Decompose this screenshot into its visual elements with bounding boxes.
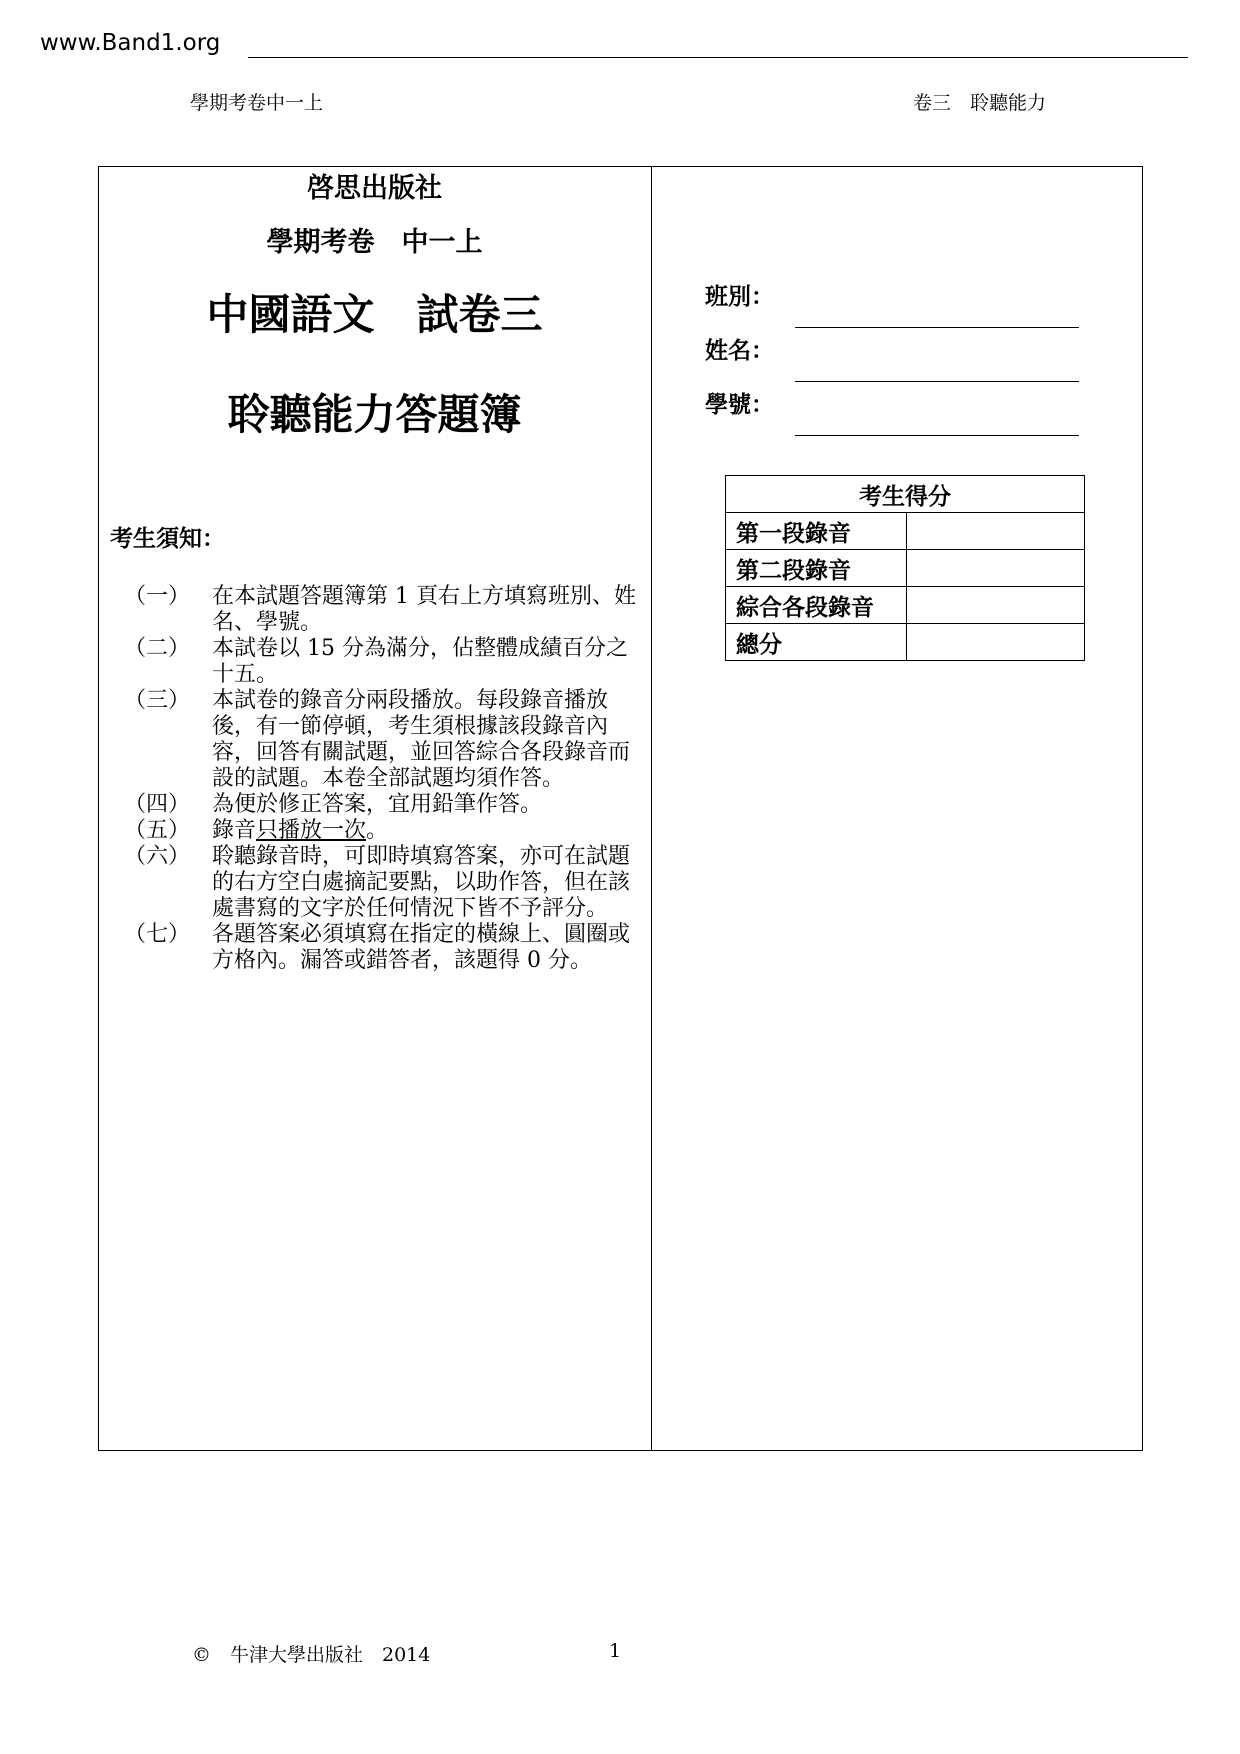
paper-subtitle: 聆聽能力答題簿 bbox=[227, 390, 522, 439]
notice-text: 在本試題答題簿第 1 頁右上方填寫班別、姓名、學號。 bbox=[212, 584, 636, 635]
notice-text: 聆聽錄音時，可即時填寫答案，亦可在試題的右方空白處摘記要點，以助作答，但在該處書寫的文字於任何情況下皆不予評分。 bbox=[212, 844, 631, 921]
notice-number: （四） bbox=[124, 792, 191, 817]
exam-line: 學期考卷 中一上 bbox=[266, 227, 483, 258]
notice-number: （七） bbox=[124, 922, 191, 947]
column-divider bbox=[651, 166, 652, 1451]
score-row-label: 綜合各段錄音 bbox=[726, 587, 907, 624]
page-number: 1 bbox=[609, 1640, 622, 1662]
notice-text bbox=[212, 818, 642, 844]
class-field[interactable] bbox=[795, 327, 1079, 328]
paper-title: 中國語文 試卷三 bbox=[206, 290, 543, 339]
student-number-field[interactable] bbox=[795, 435, 1079, 436]
notice-text-part: 。 bbox=[366, 818, 389, 843]
notice-item bbox=[124, 792, 644, 818]
notice-item bbox=[124, 922, 644, 974]
score-row-label: 第二段錄音 bbox=[726, 550, 907, 587]
notice-list bbox=[124, 584, 644, 974]
name-label: 姓名： bbox=[705, 338, 774, 364]
score-cell[interactable] bbox=[907, 513, 1085, 550]
score-cell[interactable] bbox=[907, 624, 1085, 661]
notice-text: 為便於修正答案，宜用鉛筆作答。 bbox=[212, 792, 543, 817]
score-row-label: 總分 bbox=[726, 624, 907, 661]
notice-item bbox=[124, 818, 644, 844]
notice-text: 本試卷的錄音分兩段播放。每段錄音播放後，有一節停頓，考生須根據該段錄音內容，回答有關試題，並回答綜合各段錄音而設的試題。本卷全部試題均須作答。 bbox=[212, 688, 631, 791]
score-cell[interactable] bbox=[907, 587, 1085, 624]
notice-number: （三） bbox=[124, 688, 191, 713]
score-table-header-row bbox=[726, 476, 1085, 513]
notice-number: （五） bbox=[124, 818, 191, 843]
notice-text-part: 錄音 bbox=[212, 818, 257, 843]
name-field[interactable] bbox=[795, 381, 1079, 382]
score-row bbox=[726, 587, 1085, 624]
copyright-line: © 牛津大學出版社 2014 bbox=[192, 1644, 431, 1666]
score-table bbox=[725, 475, 1085, 661]
score-row bbox=[726, 513, 1085, 550]
site-url: www.Band1.org bbox=[40, 30, 221, 56]
notice-item bbox=[124, 844, 644, 922]
notice-text: 各題答案必須填寫在指定的橫線上、圓圈或方格內。漏答或錯答者，該題得 0 分。 bbox=[212, 922, 631, 973]
score-row-label: 第一段錄音 bbox=[726, 513, 907, 550]
notice-number: （六） bbox=[124, 844, 191, 869]
score-row bbox=[726, 624, 1085, 661]
notice-item bbox=[124, 688, 644, 792]
notice-item bbox=[124, 636, 644, 688]
notice-emphasis: 只播放一次 bbox=[256, 818, 367, 843]
score-table-heading: 考生得分 bbox=[726, 476, 1085, 513]
notice-number: （二） bbox=[124, 636, 191, 661]
header-rule bbox=[248, 57, 1188, 58]
publisher-name: 啓思出版社 bbox=[307, 173, 442, 204]
student-number-label: 學號： bbox=[705, 392, 774, 418]
header-left: 學期考卷中一上 bbox=[190, 92, 324, 114]
score-cell[interactable] bbox=[907, 550, 1085, 587]
notice-number: （一） bbox=[124, 584, 191, 609]
header-right: 卷三 聆聽能力 bbox=[913, 92, 1047, 114]
notice-text: 本試卷以 15 分為滿分，佔整體成績百分之十五。 bbox=[212, 636, 628, 687]
score-row bbox=[726, 550, 1085, 587]
notice-heading: 考生須知： bbox=[110, 526, 225, 552]
notice-item bbox=[124, 584, 644, 636]
class-label: 班別： bbox=[705, 284, 774, 310]
